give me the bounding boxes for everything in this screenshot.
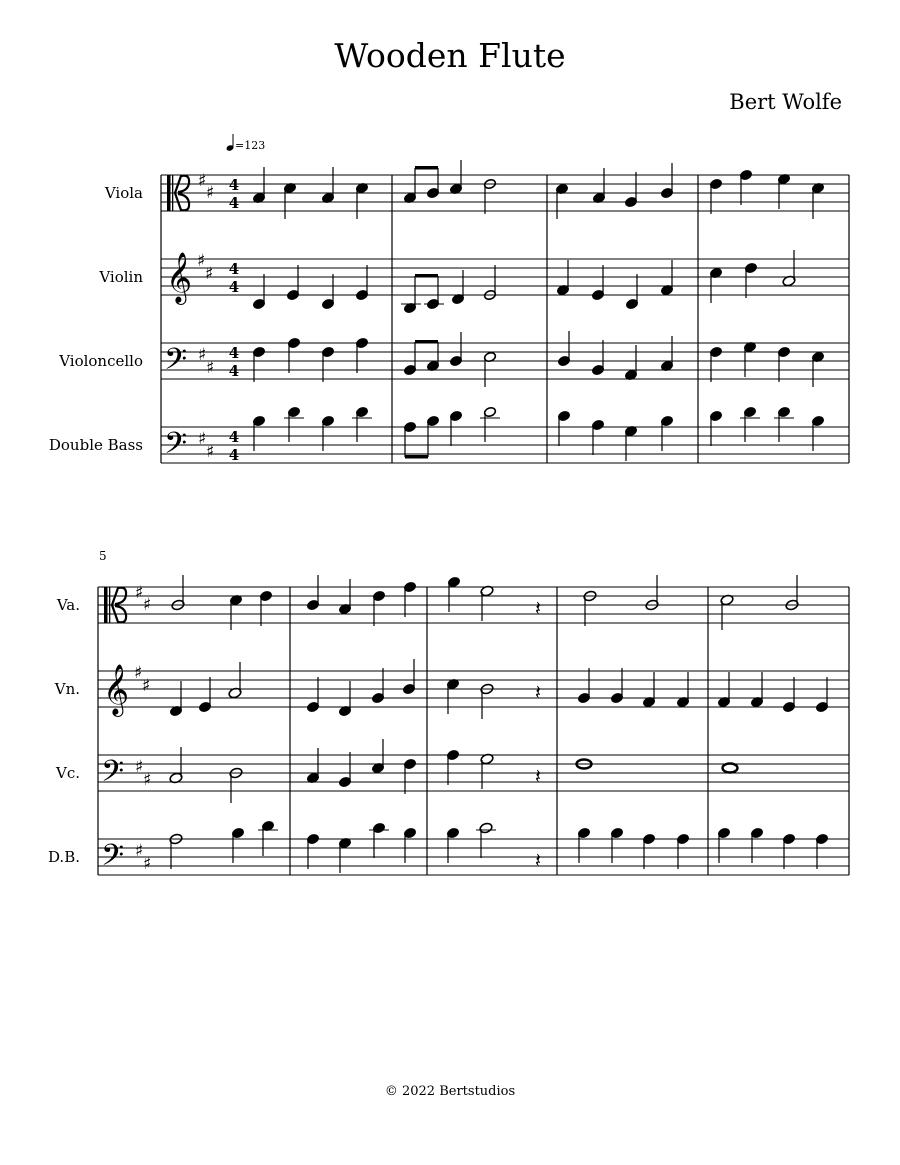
svg-text:♯: ♯ [135,757,144,777]
instrument-name: Double Bass [48,436,143,454]
key-signature-sharps [197,171,214,462]
svg-text:4: 4 [228,278,240,296]
violin-notes [252,250,796,314]
viola-notes [252,160,824,219]
tempo-marking [226,134,265,152]
quarter-rest-icon: 𝄽 [535,680,542,704]
quarter-rest-icon: 𝄽 [535,848,542,872]
violoncello-notes [169,739,738,803]
score-title: Wooden Flute [334,36,566,75]
svg-text:♯: ♯ [134,663,143,683]
bass-clef-icon: 𝄢 [101,839,125,880]
measure-number: 5 [99,549,107,563]
system-1 [49,160,849,468]
barlines [98,587,849,875]
svg-text:4: 4 [228,344,240,362]
treble-clef-icon: 𝄞 [166,252,193,303]
svg-text:♯: ♯ [206,183,215,203]
instrument-name: D.B. [47,848,80,866]
quarter-rest-icon: 𝄽 [535,764,542,788]
svg-text:♯: ♯ [197,251,206,271]
tempo-text: =123 [235,139,266,152]
svg-text:♯: ♯ [135,841,144,861]
staff-lines [98,587,849,875]
bass-clef-icon: 𝄢 [164,343,188,384]
copyright-footer: © 2022 Bertstudios [384,1084,516,1099]
time-signature [229,176,239,464]
double-bass-notes [252,406,824,461]
svg-text:♯: ♯ [135,583,144,603]
instrument-name: Vn. [54,680,80,698]
svg-text:♯: ♯ [205,264,214,284]
svg-text:♯: ♯ [206,442,215,462]
svg-text:4: 4 [228,428,240,446]
double-bass-notes [169,820,829,873]
svg-text:♯: ♯ [142,676,151,696]
instrument-name: Va. [56,596,80,614]
viola-notes [171,575,799,630]
treble-clef-icon: 𝄞 [103,664,130,715]
svg-text:♯: ♯ [143,595,152,615]
instrument-name: Viola [104,184,143,202]
key-signature-sharps [134,583,151,874]
bass-clef-icon: 𝄢 [164,427,188,468]
svg-text:♯: ♯ [206,358,215,378]
svg-text:4: 4 [228,176,240,194]
svg-text:♯: ♯ [198,429,207,449]
instrument-name: Violoncello [59,352,143,370]
svg-text:♯: ♯ [143,770,152,790]
composer-name: Bert Wolfe [729,90,842,114]
instrument-name: Vc. [55,764,80,782]
svg-text:♯: ♯ [198,345,207,365]
svg-text:♯: ♯ [143,854,152,874]
system-2 [48,549,849,880]
instrument-name: Violin [99,268,143,286]
svg-text:4: 4 [228,194,240,212]
svg-text:4: 4 [228,260,240,278]
svg-text:4: 4 [228,446,240,464]
svg-text:4: 4 [228,362,240,380]
svg-text:♯: ♯ [198,171,207,191]
bass-clef-icon: 𝄢 [101,755,125,796]
quarter-rest-icon: 𝄽 [535,596,542,620]
